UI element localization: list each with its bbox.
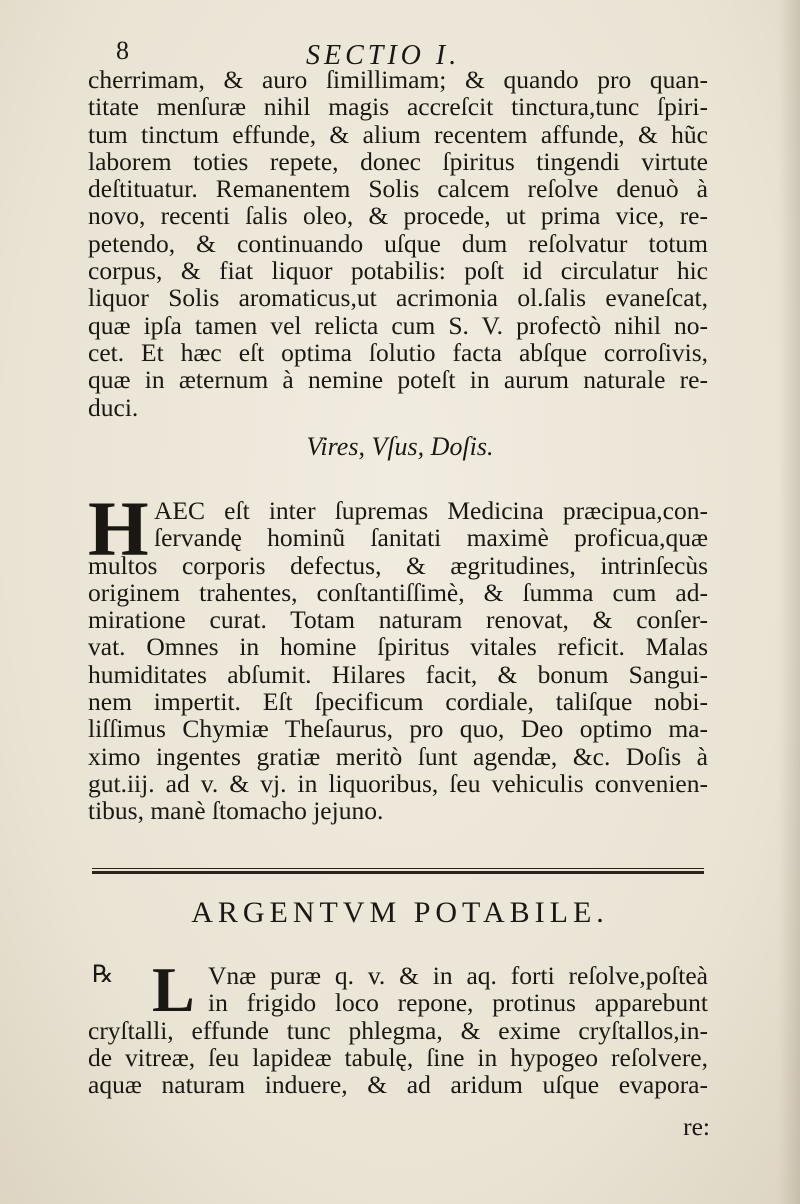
text-line: cryſtalli, effunde tunc phlegma, & exime cryſtallos,in- bbox=[88, 1015, 708, 1045]
text-line: liquor Solis aromaticus,ut acrimonia ol.ſalis evaneſcat, bbox=[88, 283, 708, 313]
text-line: ximo ingentes gratiæ meritò ſunt agendæ, &c. Doſis à bbox=[88, 741, 708, 771]
drop-cap: H bbox=[88, 485, 149, 572]
text-line: gut.iij. ad v. & vj. in liquoribus, ſeu vehiculis convenien- bbox=[88, 768, 708, 798]
text-line: tibus, manè ſtomacho jejuno. bbox=[88, 796, 384, 826]
text-line: quæ in æternum à nemine poteſt in aurum naturale re- bbox=[88, 365, 708, 395]
page-number: 8 bbox=[116, 36, 129, 65]
text-line: Vnæ puræ q. v. & in aq. forti reſolve,poſteà bbox=[208, 961, 708, 990]
text-line: nem impertit. Eſt ſpecificum cordiale, taliſque nobi- bbox=[88, 687, 708, 717]
divider-thin-line bbox=[92, 868, 704, 869]
text-line: originem trahentes, conſtantiſſimè, & ſumma cum ad- bbox=[88, 577, 708, 607]
text-line: de vitreæ, ſeu lapideæ tabulę, ſine in hypogeo reſolvere, bbox=[88, 1042, 708, 1072]
text-line: duci. bbox=[88, 392, 139, 422]
catchword: re: bbox=[683, 1112, 710, 1141]
text-line: corpus, & fiat liquor potabilis: poſt id circulatur hic bbox=[88, 256, 708, 286]
text-line: petendo, & continuando uſque dum reſolvatur totum bbox=[88, 228, 708, 258]
text-line: vat. Omnes in homine ſpiritus vitales reficit. Malas bbox=[88, 632, 708, 662]
text-line: titate menſuræ nihil magis accreſcit tinctura,tunc ſpiri- bbox=[88, 92, 708, 122]
text-line: novo, recenti ſalis oleo, & procede, ut prima vice, re- bbox=[88, 201, 708, 231]
text-line: cherrimam, & auro ſimillimam; & quando pro quan- bbox=[88, 65, 708, 94]
divider-thick-line bbox=[92, 871, 704, 874]
text-line: tum tinctum effunde, & alium recentem affunde, & hũc bbox=[88, 119, 708, 149]
recipe-symbol: ℞ bbox=[92, 962, 114, 988]
running-head: SECTIO I. bbox=[306, 40, 461, 71]
section-subheading: Vires, Vſus, Doſis. bbox=[306, 432, 494, 461]
text-line: cet. Et hæc eſt optima ſolutio facta abſque corroſivis, bbox=[88, 337, 708, 367]
virtues-paragraph bbox=[88, 485, 708, 826]
section-title: ARGENTVM POTABILE. bbox=[191, 896, 609, 929]
drop-cap: L bbox=[152, 954, 195, 1025]
text-line: laborem toties repete, donec ſpiritus tingendi virtute bbox=[88, 146, 708, 176]
text-line: in frigido loco repone, protinus apparebunt bbox=[208, 988, 708, 1018]
section-divider bbox=[92, 868, 704, 874]
text-line: multos corporis defectus, & ægritudines, intrinſecùs bbox=[88, 550, 708, 580]
text-line: liſſimus Chymiæ Theſaurus, pro quo, Deo optimo ma- bbox=[88, 714, 708, 744]
continued-paragraph bbox=[88, 66, 708, 421]
text-line: deſtituatur. Remanentem Solis calcem reſolve denuò à bbox=[88, 174, 708, 204]
text-line: quæ ipſa tamen vel relicta cum S. V. profectò nihil no- bbox=[88, 310, 708, 340]
text-line: AEC eſt inter ſupremas Medicina præcipua,con- bbox=[154, 496, 708, 525]
page-edge-shadow bbox=[778, 0, 800, 1204]
text-line: aquæ naturam induere, & ad aridum uſque evapora- bbox=[88, 1070, 708, 1100]
text-line: ſervandę hominũ ſanitati maximè proficua,quæ bbox=[154, 523, 708, 553]
recipe-paragraph bbox=[88, 954, 708, 1100]
text-line: humiditates abſumit. Hilares facit, & bonum Sangui- bbox=[88, 659, 708, 689]
text-line: miratione curat. Totam naturam renovat, & conſer- bbox=[88, 605, 708, 635]
